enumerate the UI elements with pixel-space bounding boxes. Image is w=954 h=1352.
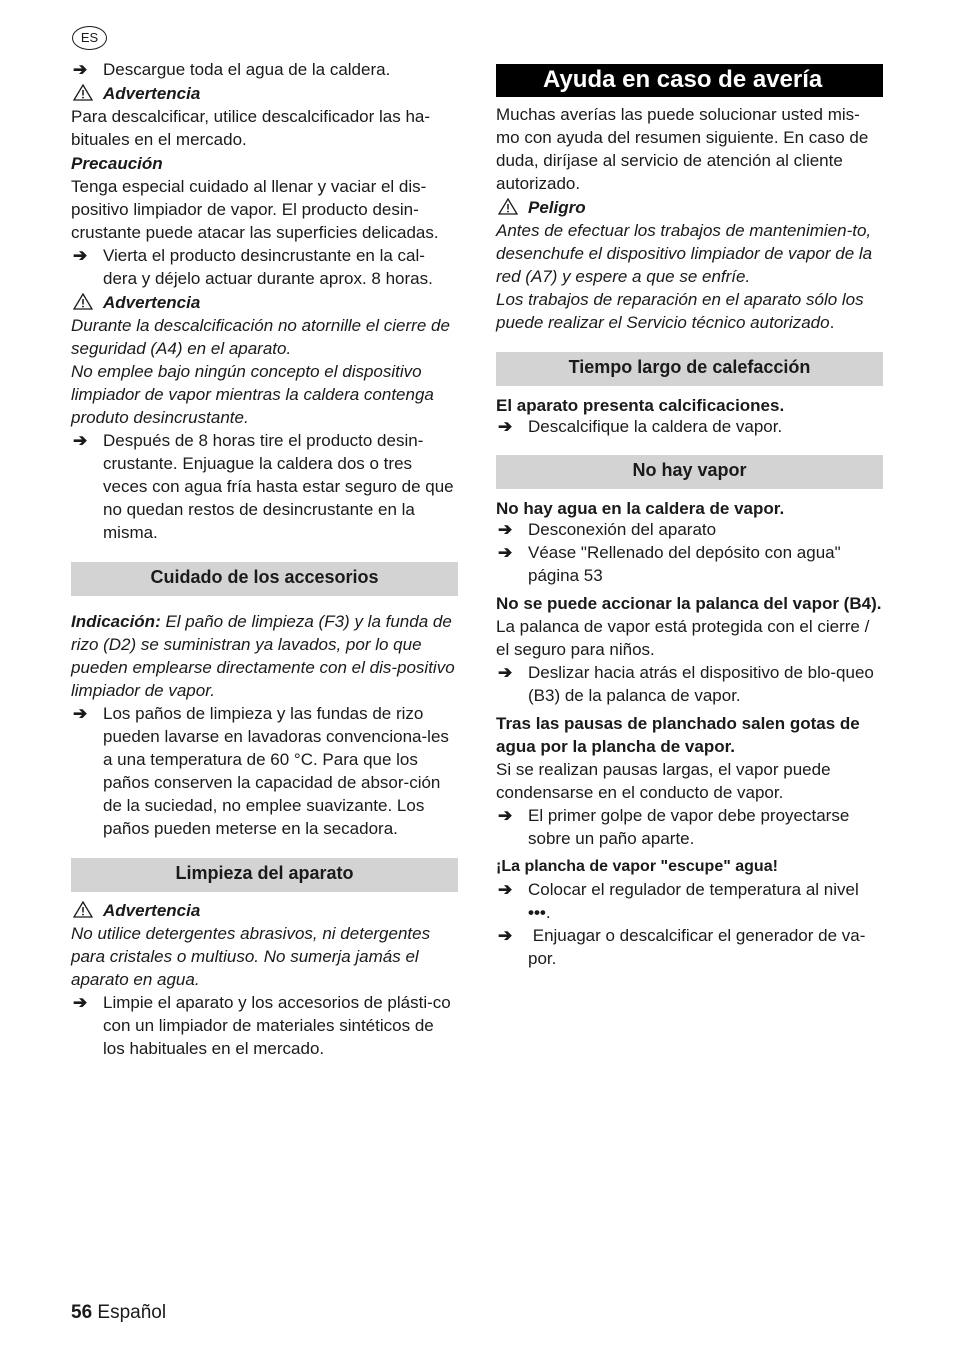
step-clean-device [71, 991, 458, 1060]
step-text: Véase "Rellenado del depósito con agua" página 53 [528, 543, 841, 585]
arrow-icon: ➔ [73, 704, 88, 723]
warning-text: Para descalcificar, utilice descalcificador las ha-bituales en el mercado. [71, 107, 431, 149]
arrow-icon: ➔ [73, 60, 88, 79]
warning-title: Advertencia [103, 901, 201, 920]
cause-text: Si se realizan pausas largas, el vapor puede condensarse en el conducto de vapor. [496, 760, 831, 802]
arrow-icon: ➔ [498, 926, 513, 945]
step-first-shot [496, 804, 883, 850]
cause-heading: Tras las pausas de planchado salen gotas de agua por la plancha de vapor. [496, 714, 860, 756]
warning-triangle-icon [73, 901, 93, 918]
warning-text: No utilice detergentes abrasivos, ni detergentes para cristales o multiuso. No sumerja jamás el aparato en agua. [71, 924, 431, 989]
warning-heading [71, 82, 458, 105]
warning-triangle-icon [73, 84, 93, 101]
danger-text-2 [496, 288, 883, 334]
warning-heading [71, 291, 458, 314]
step-disconnect [496, 518, 883, 541]
step-see-refill [496, 541, 883, 587]
language-badge: ES [72, 26, 107, 50]
caution-heading: Precaución [71, 154, 163, 173]
arrow-icon: ➔ [498, 806, 513, 825]
arrow-icon: ➔ [73, 993, 88, 1012]
arrow-icon: ➔ [498, 520, 513, 539]
warning-title: Advertencia [103, 293, 201, 312]
step-rinse-boiler [71, 429, 458, 544]
warning-triangle-icon [73, 293, 93, 310]
step-text: Los paños de limpieza y las fundas de rizo pueden lavarse en lavadoras convenciona-les a una temperatura de 60 °C. Para que los paños conserven la capacidad de absor-ción de la suciedad, no emplee suavizante. Los paños pueden meterse en la secadora. [103, 704, 449, 838]
warning-text: No emplee bajo ningún concepto el dispositivo limpiador de vapor mientras la caldera contenga produto desincrustante. [71, 362, 434, 427]
note-paragraph [71, 610, 458, 702]
cause-heading: El aparato presenta calcificaciones. [496, 396, 785, 415]
right-column [496, 64, 883, 970]
temperature-dots: ••• [528, 903, 546, 922]
step-text: Enjuagar o descalcificar el generador de va-por. [528, 926, 866, 968]
arrow-icon: ➔ [498, 663, 513, 682]
warning-title: Advertencia [103, 84, 201, 103]
step-text: Descargue toda el agua de la caldera. [103, 60, 391, 79]
step-rinse-generator [496, 924, 883, 970]
main-heading-troubleshooting: Ayuda en caso de avería [496, 64, 883, 97]
step-text: Después de 8 horas tire el producto desin-crustante. Enjuague la caldera dos o tres veces con agua fría hasta estar seguro de que no quedan restos de desincrustante en la misma. [103, 431, 454, 542]
step-text: Deslizar hacia atrás el dispositivo de blo-queo (B3) de la palanca de vapor. [528, 663, 874, 705]
danger-text: Antes de efectuar los trabajos de mantenimien-to, desenchufe el dispositivo limpiador de vapor de la red (A7) y espere a que se enfríe. [496, 221, 873, 286]
warning-triangle-icon [498, 198, 518, 215]
page-footer [71, 1301, 166, 1325]
arrow-icon: ➔ [498, 417, 513, 436]
note-text: El paño de limpieza (F3) y la funda de rizo (D2) se suministran ya lavados, por lo que pueden emplearse directamente con el dis-positivo limpiador de vapor. [71, 612, 455, 700]
arrow-icon: ➔ [498, 543, 513, 562]
step-wash-cloths [71, 702, 458, 840]
section-heading-accessories: Cuidado de los accesorios [71, 562, 458, 596]
warning-heading [71, 899, 458, 922]
section-heading-no-steam: No hay vapor [496, 455, 883, 489]
intro-text: Muchas averías las puede solucionar usted mis-mo con ayuda del resumen siguiente. En caso de duda, diríjase al servicio de atención al cliente autorizado. [496, 105, 869, 193]
step-text: Desconexión del aparato [528, 520, 717, 539]
step-text: El primer golpe de vapor debe proyectarse sobre un paño aparte. [528, 806, 850, 848]
step-descale-boiler [496, 415, 883, 438]
cause-heading: No hay agua en la caldera de vapor. [496, 499, 785, 518]
section-heading-heating: Tiempo largo de calefacción [496, 352, 883, 386]
step-text: Descalcifique la caldera de vapor. [528, 417, 783, 436]
warning-text: Durante la descalcificación no atornille el cierre de seguridad (A4) en el aparato. [71, 316, 450, 358]
cause-heading: ¡La plancha de vapor "escupe" agua! [496, 858, 778, 875]
step-text: Colocar el regulador de temperatura al nivel [528, 880, 859, 899]
page-language: Español [97, 1302, 167, 1323]
arrow-icon: ➔ [498, 880, 513, 899]
caution-text: Tenga especial cuidado al llenar y vaciar el dis-positivo limpiador de vapor. El producto desin-crustante puede atacar las superficies delicadas. [71, 177, 439, 242]
arrow-icon: ➔ [73, 431, 88, 450]
step-slide-lock [496, 661, 883, 707]
section-heading-cleaning: Limpieza del aparato [71, 858, 458, 892]
note-label: Indicación: [71, 612, 161, 631]
step-text-end: . [545, 903, 551, 922]
cause-heading: No se puede accionar la palanca del vapor (B4). [496, 594, 882, 613]
step-pour-descaler [71, 244, 458, 290]
danger-text-2-end: . [829, 313, 835, 332]
danger-text-2-italic: Los trabajos de reparación en el aparato sólo los puede realizar el Servicio técnico autorizado [496, 290, 864, 332]
step-text: Vierta el producto desincrustante en la cal-dera y déjelo actuar durante aprox. 8 horas. [103, 246, 433, 288]
step-set-temperature [496, 878, 883, 924]
danger-title: Peligro [528, 198, 586, 217]
arrow-icon: ➔ [73, 246, 88, 265]
danger-heading [496, 196, 883, 219]
step-text: Limpie el aparato y los accesorios de plásti-co con un limpiador de materiales sintéticos de los habituales en el mercado. [103, 993, 451, 1058]
step-drain-boiler [71, 58, 458, 81]
page-number: 56 [71, 1302, 93, 1323]
left-column [71, 58, 458, 1060]
cause-text: La palanca de vapor está protegida con el cierre / el seguro para niños. [496, 617, 870, 659]
